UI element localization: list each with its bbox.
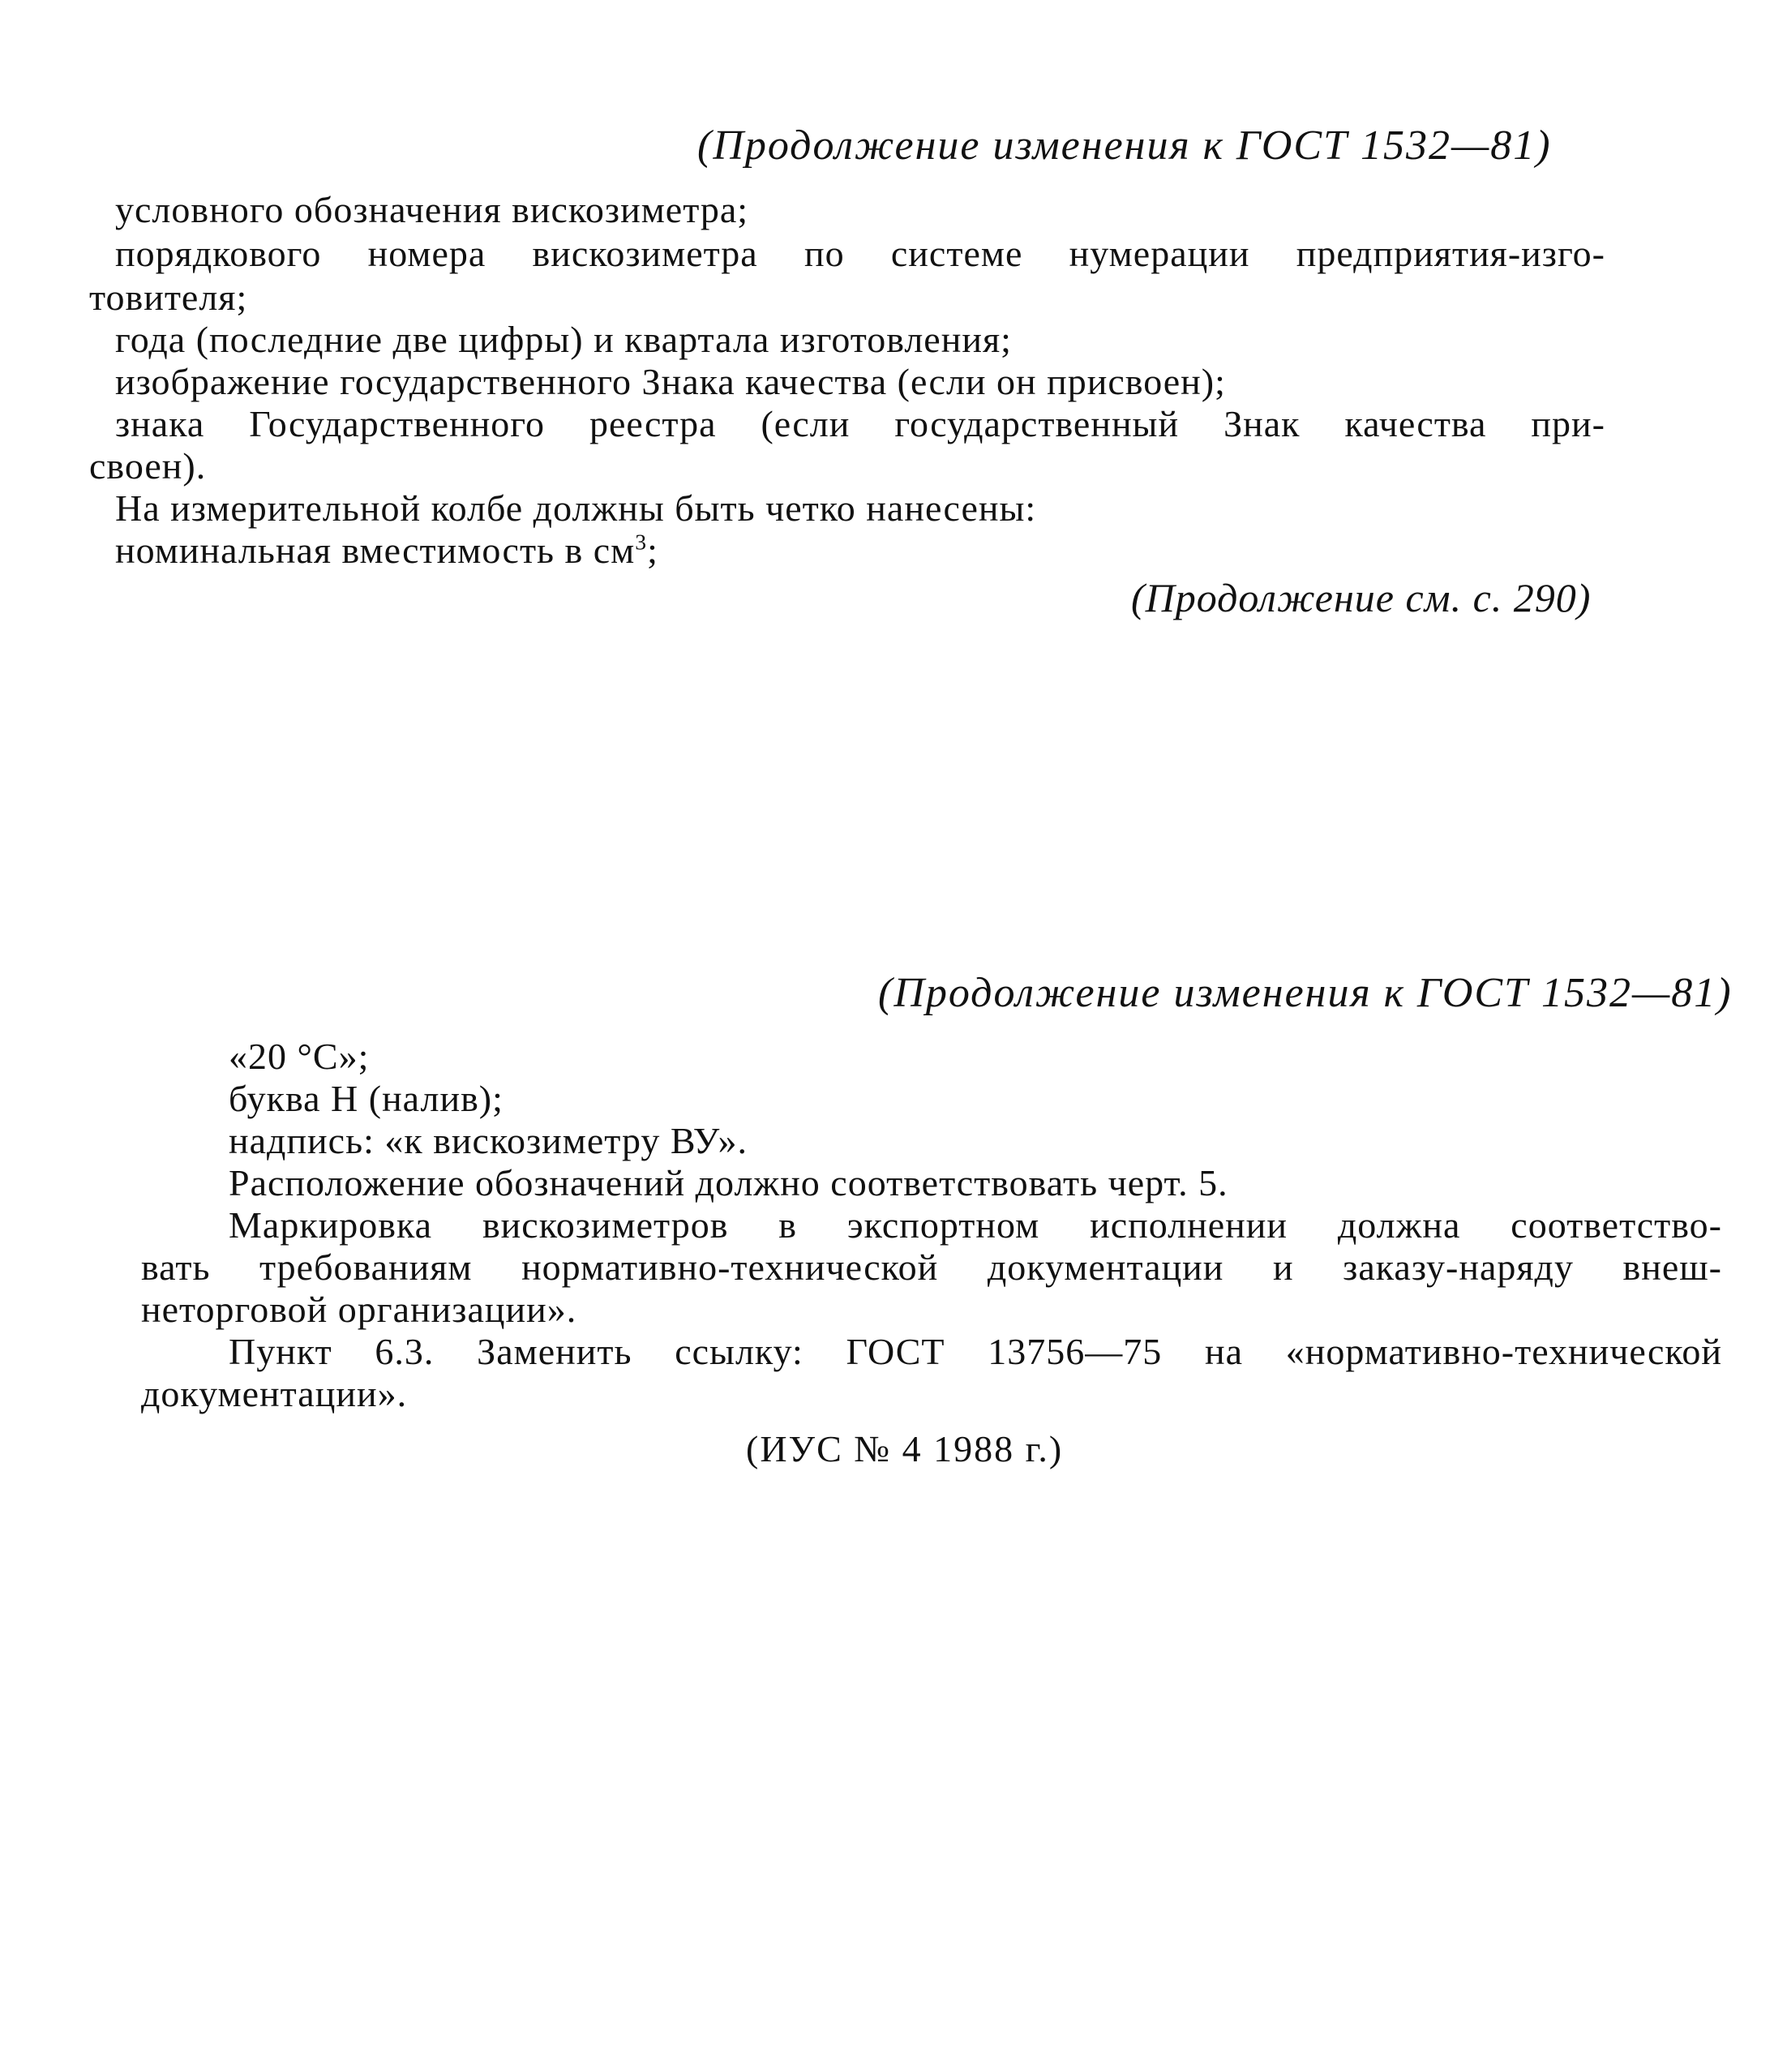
ius-reference: (ИУС № 4 1988 г.) — [746, 1428, 1064, 1469]
section1-line-1: условного обозначения вискозиметра; — [115, 189, 749, 230]
section2-header: (Продолжение изменения к ГОСТ 1532—81) — [878, 970, 1733, 1016]
section2-line-1: «20 °С»; — [229, 1036, 370, 1077]
section1-line-9-text: номинальная вместимость в см — [115, 530, 636, 571]
section1-line-2: порядкового номера вискозиметра по системе нумерации предприятия-изго- — [115, 233, 1605, 274]
section1-line-9-sup: 3 — [635, 529, 648, 555]
section2-line-6: вать требованиям нормативно-технической документации и заказу-наряду внеш- — [141, 1246, 1722, 1288]
section1-continuation: (Продолжение см. с. 290) — [1131, 575, 1592, 620]
section2-line-8: Пункт 6.3. Заменить ссылку: ГОСТ 13756—75 на «нормативно-технической — [229, 1331, 1722, 1372]
section2-line-3: надпись: «к вискозиметру ВУ». — [229, 1120, 748, 1161]
section2-line-5: Маркировка вискозиметров в экспортном исполнении должна соответство- — [229, 1204, 1722, 1246]
section1-line-4: года (последние две цифры) и квартала изготовления; — [115, 319, 1012, 360]
section2-line-2: буква Н (налив); — [229, 1078, 504, 1119]
section2-line-7: неторговой организации». — [141, 1289, 577, 1330]
section1-line-5: изображение государственного Знака качества (если он присвоен); — [115, 361, 1226, 402]
section1-line-7: своен). — [89, 445, 207, 487]
section1-line-9-end: ; — [647, 530, 658, 571]
section1-line-8: На измерительной колбе должны быть четко нанесены: — [115, 487, 1037, 529]
section2-line-9: документации». — [141, 1373, 408, 1414]
section1-line-3: товителя; — [89, 277, 248, 318]
section1-header: (Продолжение изменения к ГОСТ 1532—81) — [697, 122, 1552, 169]
section2-line-4: Расположение обозначений должно соответствовать черт. 5. — [229, 1162, 1228, 1203]
section1-line-6: знака Государственного реестра (если государственный Знак качества при- — [115, 403, 1605, 444]
section1-line-9 — [115, 529, 658, 572]
